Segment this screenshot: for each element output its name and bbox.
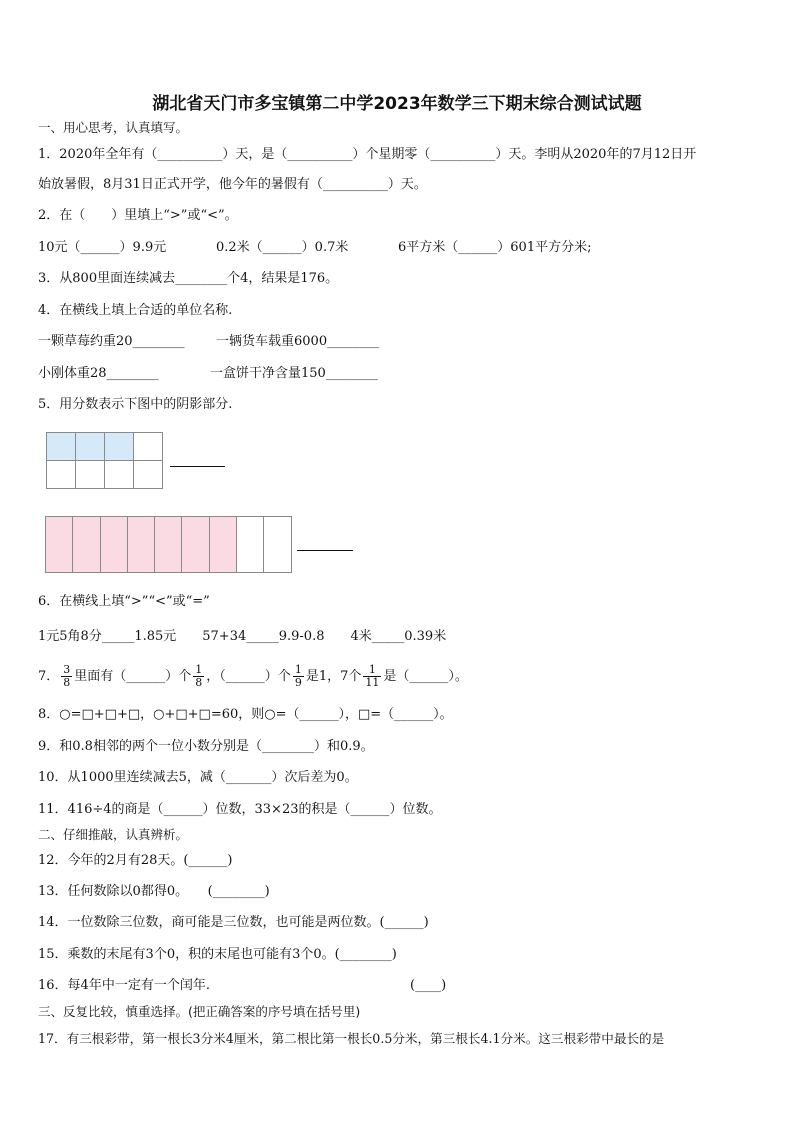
question-2-stem: 2．在（ ）里填上“>”或“<”。 [38,208,238,223]
section-heading-3: 三、反复比较，慎重选择。(把正确答案的序号填在括号里) [38,1004,361,1019]
shaded-cell [105,433,134,461]
question-7 [38,664,468,690]
question-13: 13．任何数除以0都得0。 (________) [38,884,270,899]
question-7-text-2: ，（______）个 [206,669,291,684]
question-7-text-3: 是1，7个 [305,669,362,684]
section-heading-1: 一、用心思考，认真填写。 [38,120,189,135]
shaded-cell [155,517,182,573]
fraction-3-8: $\frac{3}{8}$ [63,663,71,689]
question-16-answer: (____) [410,978,447,993]
shaded-cell [210,517,237,573]
empty-cell [105,461,134,489]
fraction-1-8: $\frac{1}{8}$ [195,663,203,689]
empty-cell [76,461,105,489]
question-8: 8．○=□+□+□，○+□+□=60，则○=（______），□=（______）。 [38,707,453,722]
question-7-text-1: 里面有（______）个 [74,669,192,684]
question-7-text-4: 是（______）。 [383,669,468,684]
empty-cell [47,461,76,489]
question-12: 12．今年的2月有28天。(______) [38,853,233,868]
question-3: 3．从800里面连续减去________个4，结果是176。 [38,271,339,286]
shaded-cell [128,517,155,573]
question-7-number: 7． [38,669,60,684]
question-6-stem: 6．在横线上填“>”“<”或“=” [38,594,210,609]
page-title: 湖北省天门市多宝镇第二中学2023年数学三下期末综合测试试题 [152,94,642,114]
empty-cell [134,433,163,461]
question-4-part-b: 一辆货车载重6000________ [216,334,380,349]
fraction-grid-blue [46,432,163,489]
empty-cell [264,517,291,573]
shaded-cell [73,517,100,573]
question-17: 17．有三根彩带，第一根长3分米4厘米，第二根比第一根长0.5分米，第三根长4.1分米。这三根彩带中最长的是 [38,1031,665,1046]
answer-line-figure-2 [297,549,353,551]
shaded-cell [76,433,105,461]
empty-cell [134,461,163,489]
question-9: 9．和0.8相邻的两个一位小数分别是（________）和0.9。 [38,739,374,754]
fraction-1-9: $\frac{1}{9}$ [294,663,302,689]
shaded-cell [182,517,209,573]
question-4-part-c: 小刚体重28________ [38,366,159,381]
fraction-1-11: $\frac{1}{11}$ [365,663,380,689]
question-5-stem: 5．用分数表示下图中的阴影部分. [38,397,233,412]
question-4-part-a: 一颗草莓约重20________ [38,334,185,349]
question-2-part-b: 0.2米（______）0.7米 [216,240,349,255]
section-heading-2: 二、仔细推敲，认真辨析。 [38,827,189,842]
shaded-cell [46,517,73,573]
question-1-line-1: 1．2020年全年有（__________）天，是（__________）个星期零（__________）天。李明从2020年的7月12日开 [38,147,697,162]
question-16: 16．每4年中一定有一个闰年. [38,978,210,993]
question-4-stem: 4．在横线上填上合适的单位名称. [38,303,233,318]
question-2-part-a: 10元（______）9.9元 [38,240,167,255]
question-10: 10．从1000里连续减去5，减（_______）次后差为0。 [38,770,358,785]
question-15: 15．乘数的末尾有3个0，积的末尾也可能有3个0。(________) [38,947,397,962]
shaded-cell [101,517,128,573]
question-11: 11．416÷4的商是（______）位数，33×23的积是（______）位数。 [38,802,442,817]
fraction-strip-pink [45,516,292,573]
question-4-part-d: 一盒饼干净含量150________ [210,366,378,381]
question-1-line-2: 始放暑假，8月31日正式开学，他今年的暑假有（__________）天。 [38,177,427,192]
question-6-line: 1元5角8分_____1.85元 57+34_____9.9-0.8 4米_____0.39米 [38,629,447,644]
answer-line-figure-1 [170,465,225,467]
question-2-part-c: 6平方米（______）601平方分米; [398,240,592,255]
empty-cell [237,517,264,573]
shaded-cell [47,433,76,461]
question-14: 14．一位数除三位数，商可能是三位数，也可能是两位数。(______) [38,915,429,930]
